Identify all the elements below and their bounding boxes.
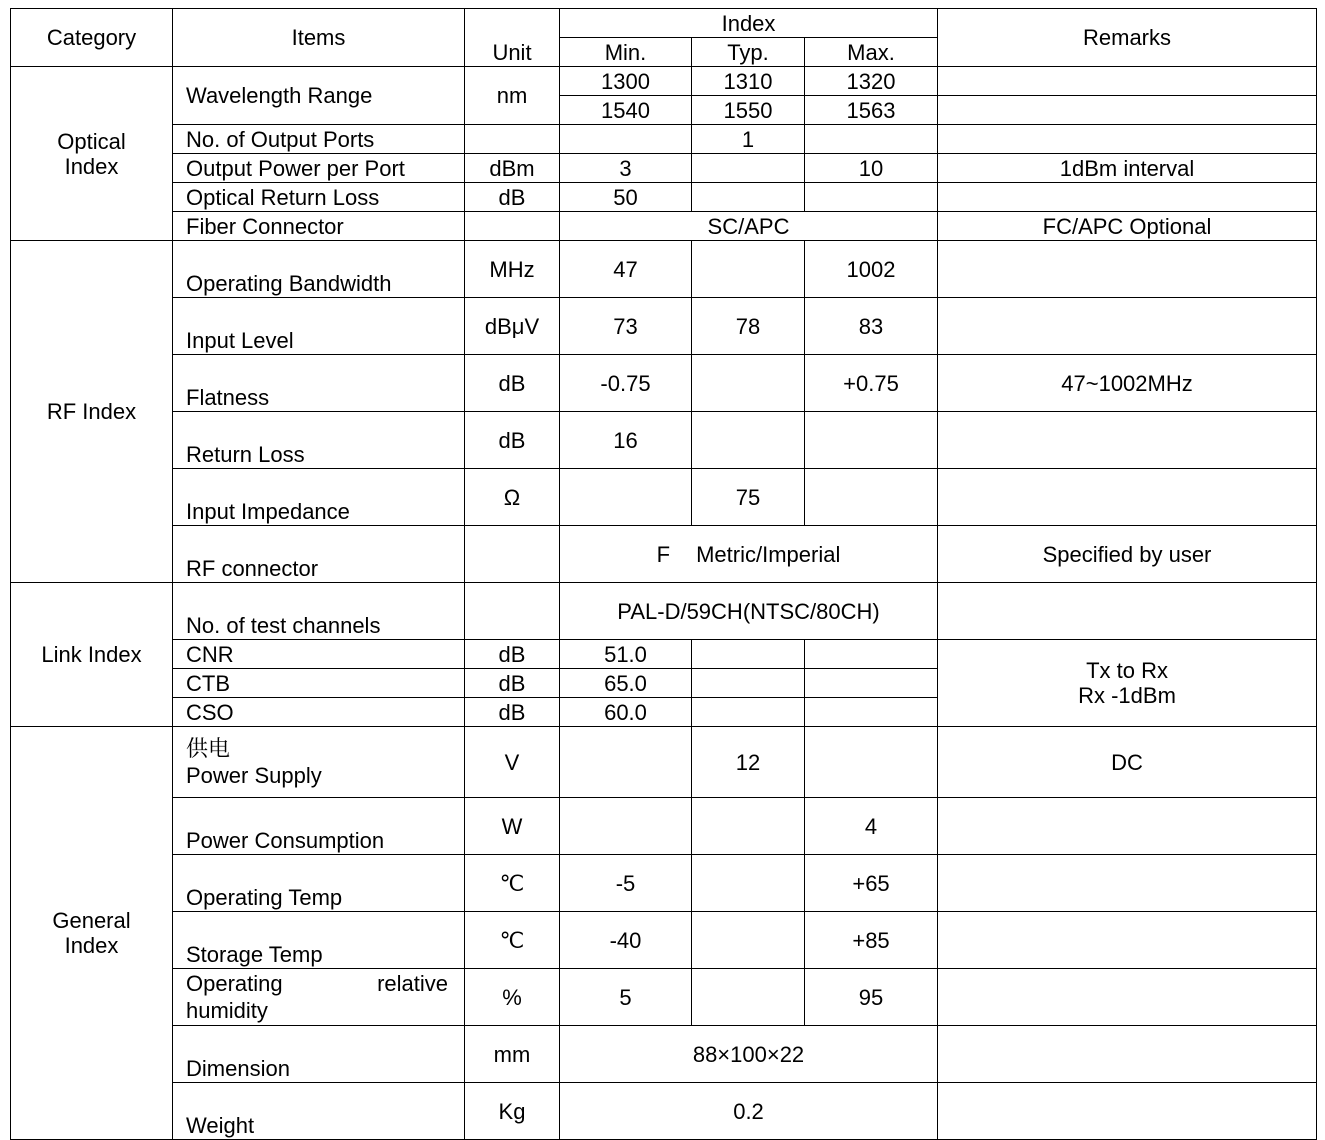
table-row — [11, 298, 1317, 355]
item-ctb: CTB — [173, 669, 465, 698]
item-humidity-line1 — [186, 970, 460, 997]
remarks-dimension — [938, 1026, 1317, 1083]
remarks-wavelength-1 — [938, 67, 1317, 96]
table-row — [11, 241, 1317, 298]
table-row — [11, 640, 1317, 669]
min-cso: 60.0 — [560, 698, 692, 727]
category-general-line2: Index — [64, 933, 119, 958]
remarks-storage-temp — [938, 912, 1317, 969]
min-storage-temp: -40 — [560, 912, 692, 969]
unit-input-level: dBμV — [465, 298, 560, 355]
unit-output-ports — [465, 125, 560, 154]
table-row — [11, 1083, 1317, 1140]
max-ctb — [805, 669, 938, 698]
item-input-level: Input Level — [173, 298, 465, 355]
table-row — [11, 912, 1317, 969]
max-wavelength-2: 1563 — [805, 96, 938, 125]
typ-flatness — [692, 355, 805, 412]
item-humidity-line2: humidity — [186, 998, 268, 1023]
table-row — [11, 727, 1317, 798]
table-row — [11, 355, 1317, 412]
table-row — [11, 212, 1317, 241]
typ-cso — [692, 698, 805, 727]
typ-ctb — [692, 669, 805, 698]
remarks-power-supply: DC — [938, 727, 1317, 798]
max-storage-temp: +85 — [805, 912, 938, 969]
remarks-link-line1: Tx to Rx — [1086, 658, 1168, 683]
table-row — [11, 855, 1317, 912]
unit-output-power: dBm — [465, 154, 560, 183]
table-row — [11, 798, 1317, 855]
min-wavelength-1: 1300 — [560, 67, 692, 96]
min-optical-return-loss: 50 — [560, 183, 692, 212]
table-row — [11, 969, 1317, 1026]
item-power-consumption: Power Consumption — [173, 798, 465, 855]
min-return-loss: 16 — [560, 412, 692, 469]
min-output-power: 3 — [560, 154, 692, 183]
category-general — [11, 727, 173, 1140]
typ-wavelength-2: 1550 — [692, 96, 805, 125]
value-weight: 0.2 — [560, 1083, 938, 1140]
item-dimension: Dimension — [173, 1026, 465, 1083]
value-rf-connector-standard: Metric/Imperial — [696, 541, 841, 567]
value-fiber-connector: SC/APC — [560, 212, 938, 241]
header-unit: Unit — [465, 9, 560, 67]
table-row — [11, 67, 1317, 96]
remarks-link-line2: Rx -1dBm — [1078, 683, 1176, 708]
item-power-supply-en: Power Supply — [186, 763, 322, 788]
remarks-wavelength-2 — [938, 96, 1317, 125]
item-wavelength: Wavelength Range — [173, 67, 465, 125]
max-flatness: +0.75 — [805, 355, 938, 412]
max-power-consumption: 4 — [805, 798, 938, 855]
item-flatness: Flatness — [173, 355, 465, 412]
typ-output-power — [692, 154, 805, 183]
item-rf-connector: RF connector — [173, 526, 465, 583]
unit-return-loss: dB — [465, 412, 560, 469]
table-row — [11, 469, 1317, 526]
unit-input-impedance: Ω — [465, 469, 560, 526]
table-row — [11, 125, 1317, 154]
unit-rf-connector — [465, 526, 560, 583]
max-output-power: 10 — [805, 154, 938, 183]
category-link: Link Index — [11, 583, 173, 727]
max-cso — [805, 698, 938, 727]
item-power-supply — [173, 727, 465, 798]
remarks-weight — [938, 1083, 1317, 1140]
item-return-loss: Return Loss — [173, 412, 465, 469]
remarks-link — [938, 640, 1317, 727]
max-power-supply — [805, 727, 938, 798]
typ-power-supply: 12 — [692, 727, 805, 798]
typ-input-level: 78 — [692, 298, 805, 355]
min-ctb: 65.0 — [560, 669, 692, 698]
unit-storage-temp: ℃ — [465, 912, 560, 969]
header-typ: Typ. — [692, 38, 805, 67]
value-test-channels: PAL-D/59CH(NTSC/80CH) — [560, 583, 938, 640]
remarks-power-consumption — [938, 798, 1317, 855]
typ-return-loss — [692, 412, 805, 469]
unit-weight: Kg — [465, 1083, 560, 1140]
typ-optical-return-loss — [692, 183, 805, 212]
category-optical-line1: Optical — [57, 128, 126, 154]
min-humidity: 5 — [560, 969, 692, 1026]
typ-cnr — [692, 640, 805, 669]
unit-ctb: dB — [465, 669, 560, 698]
unit-cso: dB — [465, 698, 560, 727]
item-humidity-word2: relative — [377, 971, 448, 996]
typ-operating-temp — [692, 855, 805, 912]
remarks-operating-bandwidth — [938, 241, 1317, 298]
header-min: Min. — [560, 38, 692, 67]
max-operating-bandwidth: 1002 — [805, 241, 938, 298]
max-wavelength-1: 1320 — [805, 67, 938, 96]
remarks-test-channels — [938, 583, 1317, 640]
category-general-line1: General — [52, 908, 131, 933]
max-cnr — [805, 640, 938, 669]
item-weight: Weight — [173, 1083, 465, 1140]
category-rf: RF Index — [11, 241, 173, 583]
header-category: Category — [11, 9, 173, 67]
max-input-level: 83 — [805, 298, 938, 355]
typ-input-impedance: 75 — [692, 469, 805, 526]
unit-test-channels — [465, 583, 560, 640]
item-power-supply-cn: 供电 — [186, 736, 231, 761]
typ-power-consumption — [692, 798, 805, 855]
category-optical — [11, 67, 173, 241]
item-output-ports: No. of Output Ports — [173, 125, 465, 154]
table-row — [11, 1026, 1317, 1083]
max-humidity: 95 — [805, 969, 938, 1026]
remarks-return-loss — [938, 412, 1317, 469]
unit-operating-temp: ℃ — [465, 855, 560, 912]
category-optical-line2: Index — [64, 153, 119, 179]
item-cso: CSO — [173, 698, 465, 727]
min-input-level: 73 — [560, 298, 692, 355]
item-operating-bandwidth: Operating Bandwidth — [173, 241, 465, 298]
typ-storage-temp — [692, 912, 805, 969]
item-input-impedance: Input Impedance — [173, 469, 465, 526]
max-operating-temp: +65 — [805, 855, 938, 912]
min-operating-temp: -5 — [560, 855, 692, 912]
header-row — [11, 9, 1317, 38]
header-remarks: Remarks — [938, 9, 1317, 67]
min-cnr: 51.0 — [560, 640, 692, 669]
remarks-optical-return-loss — [938, 183, 1317, 212]
remarks-rf-connector: Specified by user — [938, 526, 1317, 583]
remarks-output-power: 1dBm interval — [938, 154, 1317, 183]
unit-fiber-connector — [465, 212, 560, 241]
item-test-channels: No. of test channels — [173, 583, 465, 640]
typ-output-ports: 1 — [692, 125, 805, 154]
unit-optical-return-loss: dB — [465, 183, 560, 212]
remarks-flatness: 47~1002MHz — [938, 355, 1317, 412]
remarks-input-impedance — [938, 469, 1317, 526]
header-max: Max. — [805, 38, 938, 67]
item-cnr: CNR — [173, 640, 465, 669]
min-flatness: -0.75 — [560, 355, 692, 412]
value-rf-connector-type: F — [656, 541, 671, 567]
typ-humidity — [692, 969, 805, 1026]
item-optical-return-loss: Optical Return Loss — [173, 183, 465, 212]
unit-operating-bandwidth: MHz — [465, 241, 560, 298]
unit-cnr: dB — [465, 640, 560, 669]
max-output-ports — [805, 125, 938, 154]
min-output-ports — [560, 125, 692, 154]
item-fiber-connector: Fiber Connector — [173, 212, 465, 241]
remarks-output-ports — [938, 125, 1317, 154]
remarks-input-level — [938, 298, 1317, 355]
remarks-humidity — [938, 969, 1317, 1026]
item-output-power: Output Power per Port — [173, 154, 465, 183]
unit-power-consumption: W — [465, 798, 560, 855]
unit-wavelength: nm — [465, 67, 560, 125]
max-input-impedance — [805, 469, 938, 526]
table-row — [11, 583, 1317, 640]
min-input-impedance — [560, 469, 692, 526]
unit-flatness: dB — [465, 355, 560, 412]
table-row — [11, 526, 1317, 583]
table-row — [11, 154, 1317, 183]
item-storage-temp: Storage Temp — [173, 912, 465, 969]
unit-humidity: % — [465, 969, 560, 1026]
remarks-operating-temp — [938, 855, 1317, 912]
item-humidity-word1: Operating — [186, 971, 283, 996]
unit-dimension: mm — [465, 1026, 560, 1083]
min-operating-bandwidth: 47 — [560, 241, 692, 298]
value-rf-connector — [560, 526, 938, 583]
max-return-loss — [805, 412, 938, 469]
typ-wavelength-1: 1310 — [692, 67, 805, 96]
value-dimension: 88×100×22 — [560, 1026, 938, 1083]
min-power-supply — [560, 727, 692, 798]
header-items: Items — [173, 9, 465, 67]
remarks-fiber-connector: FC/APC Optional — [938, 212, 1317, 241]
spec-table — [10, 8, 1317, 1140]
table-row — [11, 183, 1317, 212]
typ-operating-bandwidth — [692, 241, 805, 298]
item-humidity — [173, 969, 465, 1026]
header-index: Index — [560, 9, 938, 38]
min-wavelength-2: 1540 — [560, 96, 692, 125]
max-optical-return-loss — [805, 183, 938, 212]
min-power-consumption — [560, 798, 692, 855]
table-row — [11, 412, 1317, 469]
unit-power-supply: V — [465, 727, 560, 798]
item-operating-temp: Operating Temp — [173, 855, 465, 912]
